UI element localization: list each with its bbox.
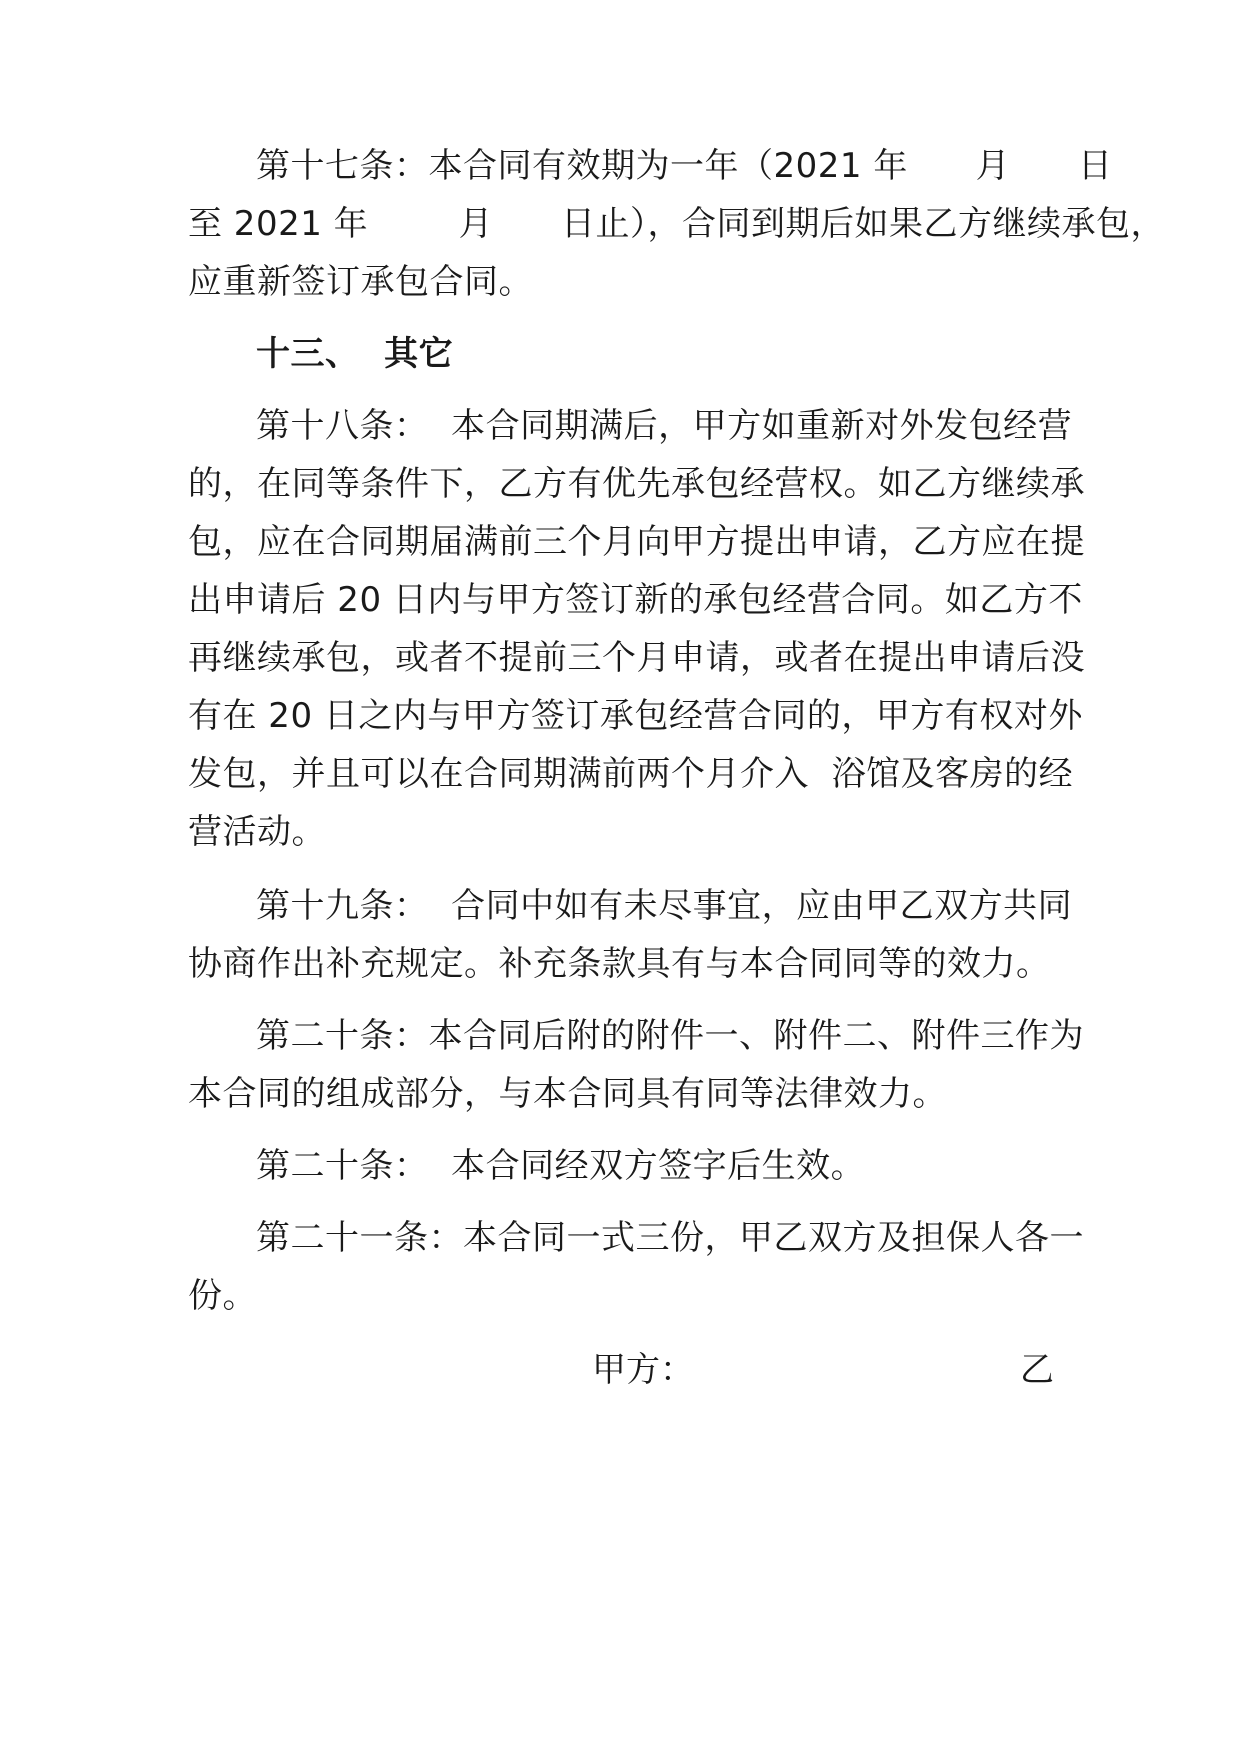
article-19-line-1: 第十九条： 合同中如有未尽事宜，应由甲乙双方共同 [256,886,1073,926]
article-21-line-2: 份。 [188,1276,257,1316]
article-17-line-2: 至 2021 年 月 日止），合同到期后如果乙方继续承包， [188,204,1165,244]
article-19-line-2: 协商作出补充规定。补充条款具有与本合同同等的效力。 [188,944,1051,984]
signature-party-a: 甲方： [592,1350,694,1390]
article-18-line-6: 有在 20 日之内与甲方签订承包经营合同的，甲方有权对外 [188,696,1083,736]
article-18-line-8: 营活动。 [188,812,326,852]
article-20a-line-1: 第二十条：本合同后附的附件一、附件二、附件三作为 [256,1016,1084,1056]
article-17-line-3: 应重新签订承包合同。 [188,262,533,302]
article-18-line-7: 发包，并且可以在合同期满前两个月介入 浴馆及客房的经 [188,754,1074,794]
section-13-heading: 十三、 其它 [256,334,454,374]
article-18-line-4: 出申请后 20 日内与甲方签订新的承包经营合同。如乙方不 [188,580,1083,620]
article-17-line-1: 第十七条：本合同有效期为一年（2021 年 月 日 [256,146,1113,186]
article-21-line-1: 第二十一条：本合同一式三份，甲乙双方及担保人各一 [256,1218,1084,1258]
article-18-line-1: 第十八条： 本合同期满后，甲方如重新对外发包经营 [256,406,1073,446]
article-18-line-5: 再继续承包，或者不提前三个月申请，或者在提出申请后没 [188,638,1085,678]
signature-party-b: 乙 [1020,1350,1054,1390]
article-20b-line-1: 第二十条： 本合同经双方签字后生效。 [256,1146,866,1186]
article-20a-line-2: 本合同的组成部分，与本合同具有同等法律效力。 [188,1074,947,1114]
article-18-line-3: 包，应在合同期届满前三个月向甲方提出申请，乙方应在提 [188,522,1085,562]
article-18-line-2: 的，在同等条件下，乙方有优先承包经营权。如乙方继续承 [188,464,1085,504]
